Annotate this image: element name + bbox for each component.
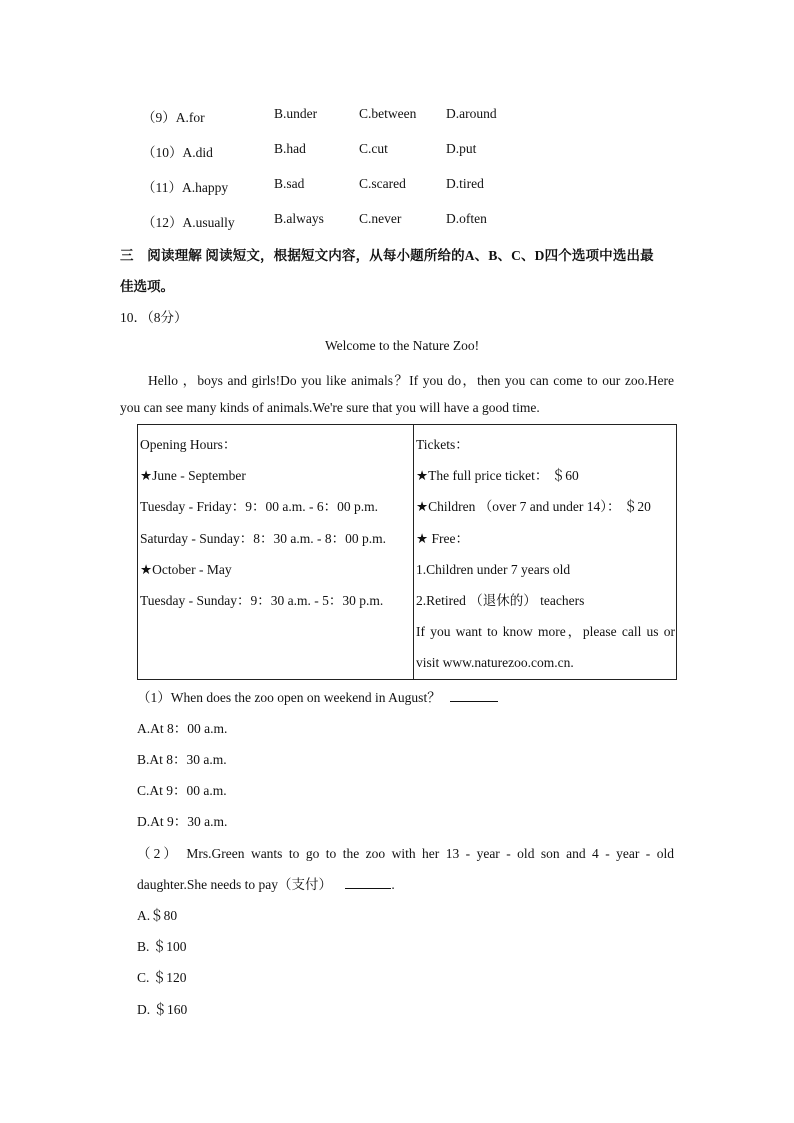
hours-weekday-summer: Tuesday - Friday：9：00 a.m. - 6：00 p.m.	[140, 499, 378, 515]
q2-option-d: D. ＄160	[137, 1002, 188, 1017]
q1-option-b: B.At 8：30 a.m.	[137, 752, 227, 767]
option-a: （11）A.happy	[142, 180, 229, 195]
more-info-line2: visit www.naturezoo.com.cn.	[416, 655, 574, 671]
option-a: （9）A.for	[142, 110, 205, 125]
season-winter: ★October - May	[140, 561, 232, 577]
tickets-cell	[414, 425, 677, 680]
more-info-line1: If you want to know more，please call us or	[416, 624, 675, 640]
option-c: C.scared	[359, 176, 406, 191]
ticket-children: ★Children （over 7 and under 14）： ＄20	[416, 499, 651, 515]
option-c: C.never	[359, 211, 402, 226]
passage-intro-line1: Hello ，boys and girls!Do you like animals？If you do，then you can come to our zoo.Here	[148, 373, 674, 388]
season-summer: ★June - September	[140, 468, 246, 484]
opening-hours-heading: Opening Hours：	[140, 437, 237, 452]
tickets-heading: Tickets：	[416, 437, 469, 452]
q1-stem-text: （1）When does the zoo open on weekend in August？	[137, 690, 441, 705]
section-heading: 三 阅读理解 阅读短文，根据短文内容，从每小题所给的A、B、C、D四个选项中选出最	[120, 248, 654, 263]
q2-option-b: B. ＄100	[137, 939, 187, 954]
option-d: D.tired	[446, 176, 484, 191]
hours-winter: Tuesday - Sunday：9：30 a.m. - 5：30 p.m.	[140, 592, 384, 608]
question-number: 10．（8分）	[120, 310, 188, 325]
ticket-full-price: ★The full price ticket： ＄60	[416, 468, 579, 484]
option-b: B.had	[274, 141, 306, 156]
option-a: （10）A.did	[142, 145, 213, 160]
opening-hours-cell	[138, 425, 414, 680]
option-d: D.put	[446, 141, 477, 156]
option-c: C.between	[359, 106, 417, 121]
q1-answer-blank[interactable]	[450, 687, 498, 702]
q1-stem	[137, 686, 498, 706]
info-table	[137, 424, 677, 680]
option-d: D.around	[446, 106, 497, 121]
q2-stem-period: .	[391, 877, 395, 892]
q2-option-a: A.＄80	[137, 908, 178, 923]
q2-stem-line1: （2） Mrs.Green wants to go to the zoo with her 13 - year - old son and 4 - year - old	[137, 846, 674, 861]
option-a: （12）A.usually	[142, 215, 235, 230]
ticket-free-teachers: 2.Retired （退休的） teachers	[416, 592, 585, 608]
q2-option-c: C. ＄120	[137, 970, 187, 985]
passage-title: Welcome to the Nature Zoo!	[325, 338, 480, 353]
option-b: B.under	[274, 106, 318, 121]
section-heading-cont: 佳选项。	[120, 279, 174, 294]
ticket-free-heading: ★ Free：	[416, 530, 469, 546]
passage-intro-line2: you can see many kinds of animals.We're sure that you will have a good time.	[120, 400, 540, 415]
q2-stem-line2	[137, 873, 395, 893]
option-b: B.always	[274, 211, 324, 226]
option-c: C.cut	[359, 141, 388, 156]
ticket-free-children: 1.Children under 7 years old	[416, 561, 571, 577]
option-d: D.often	[446, 211, 487, 226]
hours-weekend-summer: Saturday - Sunday：8：30 a.m. - 8：00 p.m.	[140, 530, 386, 546]
q2-stem-text: daughter.She needs to pay（支付）	[137, 877, 332, 892]
q1-option-c: C.At 9：00 a.m.	[137, 783, 227, 798]
option-b: B.sad	[274, 176, 305, 191]
q1-option-d: D.At 9：30 a.m.	[137, 814, 228, 829]
q1-option-a: A.At 8：00 a.m.	[137, 721, 228, 736]
q2-answer-blank[interactable]	[345, 874, 391, 889]
